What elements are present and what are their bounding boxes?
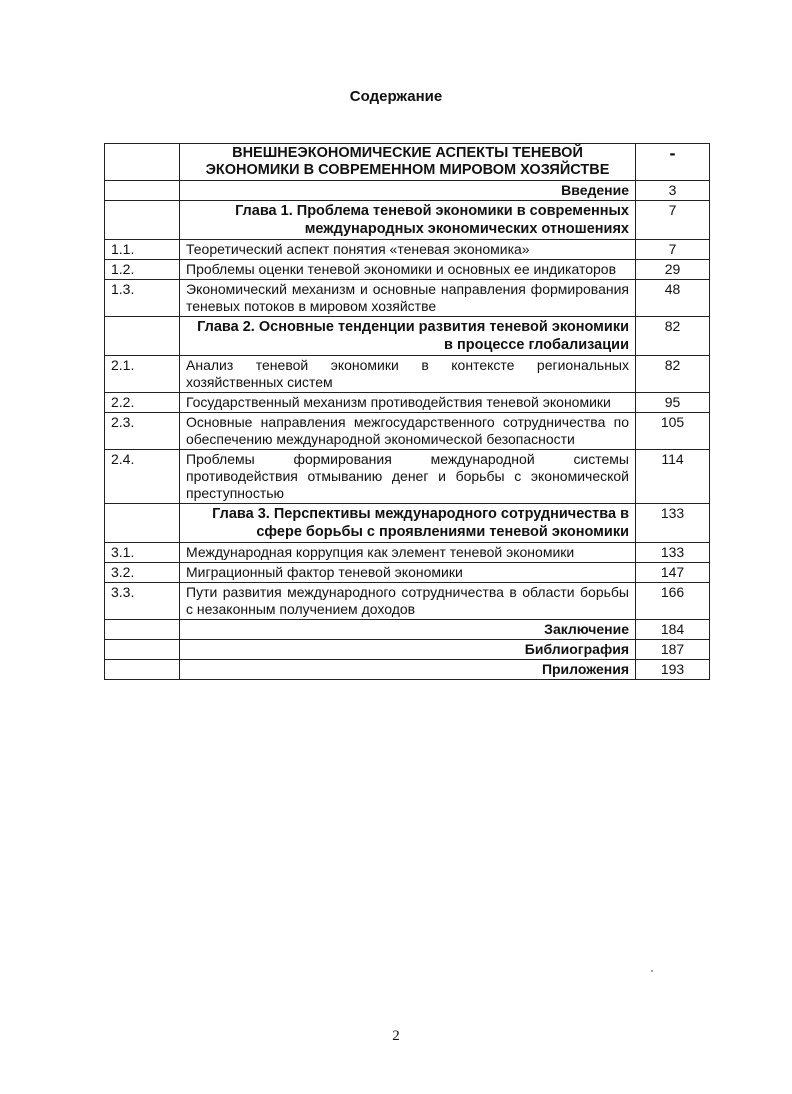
toc-row-section <box>105 393 710 413</box>
section-num: 1.1. <box>105 240 180 260</box>
section-page: 48 <box>636 280 710 317</box>
table-of-contents <box>104 143 710 680</box>
section-num: 3.3. <box>105 583 180 620</box>
toc-row-bibliography <box>105 640 710 660</box>
toc-num-cell <box>105 640 180 660</box>
bibliography-page: 187 <box>636 640 710 660</box>
toc-title-cell <box>180 144 636 181</box>
section-num: 2.1. <box>105 356 180 393</box>
section-page: 105 <box>636 413 710 450</box>
toc-row-chapter-3 <box>105 504 710 543</box>
main-title-page: - <box>669 143 676 163</box>
chapter-3-title: Глава 3. Перспективы международного сотрудничества в сфере борьбы с проявлениями теневой экономики <box>180 504 636 543</box>
toc-row-section <box>105 583 710 620</box>
toc-page-cell <box>636 144 710 181</box>
section-page: 7 <box>636 240 710 260</box>
chapter-2-page: 82 <box>636 317 710 356</box>
toc-num-cell <box>105 317 180 356</box>
section-title: Государственный механизм противодействия теневой экономики <box>180 393 636 413</box>
section-num: 2.4. <box>105 450 180 504</box>
conclusion-title: Заключение <box>180 620 636 640</box>
toc-row-main-title <box>105 144 710 181</box>
page-heading: Содержание <box>349 88 443 105</box>
section-num: 1.3. <box>105 280 180 317</box>
section-page: 29 <box>636 260 710 280</box>
toc-num-cell <box>105 201 180 240</box>
section-page: 95 <box>636 393 710 413</box>
chapter-2-title: Глава 2. Основные тенденции развития теневой экономики в процессе глобализации <box>180 317 636 356</box>
section-num: 2.3. <box>105 413 180 450</box>
toc-row-section <box>105 356 710 393</box>
main-title: ВНЕШНЕЭКОНОМИЧЕСКИЕ АСПЕКТЫ ТЕНЕВОЙ ЭКОНОМИКИ В СОВРЕМЕННОМ МИРОВОМ ХОЗЯЙСТВЕ <box>205 145 610 178</box>
chapter-1-page: 7 <box>636 201 710 240</box>
bibliography-title: Библиография <box>180 640 636 660</box>
chapter-3-page: 133 <box>636 504 710 543</box>
intro-title: Введение <box>180 181 636 201</box>
section-num: 3.1. <box>105 543 180 563</box>
section-title: Пути развития международного сотрудничества в области борьбы с незаконным получением доходов <box>180 583 636 620</box>
section-num: 3.2. <box>105 563 180 583</box>
section-page: 82 <box>636 356 710 393</box>
intro-page: 3 <box>636 181 710 201</box>
toc-num-cell <box>105 504 180 543</box>
conclusion-page: 184 <box>636 620 710 640</box>
section-title: Основные направления межгосударственного сотрудничества по обеспечению международной экономической безопасности <box>180 413 636 450</box>
chapter-1-title: Глава 1. Проблема теневой экономики в современных международных экономических отношениях <box>180 201 636 240</box>
toc-num-cell <box>105 181 180 201</box>
toc-num-cell <box>105 144 180 181</box>
section-page: 147 <box>636 563 710 583</box>
section-title: Международная коррупция как элемент теневой экономики <box>180 543 636 563</box>
section-num: 2.2. <box>105 393 180 413</box>
section-title: Проблемы оценки теневой экономики и основных ее индикаторов <box>180 260 636 280</box>
toc-num-cell <box>105 620 180 640</box>
toc-row-section <box>105 240 710 260</box>
section-page: 114 <box>636 450 710 504</box>
section-title: Миграционный фактор теневой экономики <box>180 563 636 583</box>
toc-row-section <box>105 260 710 280</box>
section-title: Теоретический аспект понятия «теневая экономика» <box>180 240 636 260</box>
section-page: 133 <box>636 543 710 563</box>
appendices-page: 193 <box>636 660 710 680</box>
appendices-title: Приложения <box>180 660 636 680</box>
section-title: Экономический механизм и основные направления формирования теневых потоков в мировом хозяйстве <box>180 280 636 317</box>
section-title: Анализ теневой экономики в контексте региональных хозяйственных систем <box>180 356 636 393</box>
toc-num-cell <box>105 660 180 680</box>
toc-row-intro <box>105 181 710 201</box>
section-page: 166 <box>636 583 710 620</box>
scan-speck <box>651 970 653 972</box>
toc-row-chapter-1 <box>105 201 710 240</box>
toc-row-section <box>105 450 710 504</box>
toc-row-chapter-2 <box>105 317 710 356</box>
toc-row-section <box>105 543 710 563</box>
toc-row-section <box>105 563 710 583</box>
page-number: 2 <box>392 1028 400 1044</box>
section-title: Проблемы формирования международной системы противодействия отмыванию денег и борьбы с экономической преступностью <box>180 450 636 504</box>
toc-row-conclusion <box>105 620 710 640</box>
section-num: 1.2. <box>105 260 180 280</box>
toc-row-section <box>105 280 710 317</box>
toc-row-section <box>105 413 710 450</box>
toc-row-appendices <box>105 660 710 680</box>
